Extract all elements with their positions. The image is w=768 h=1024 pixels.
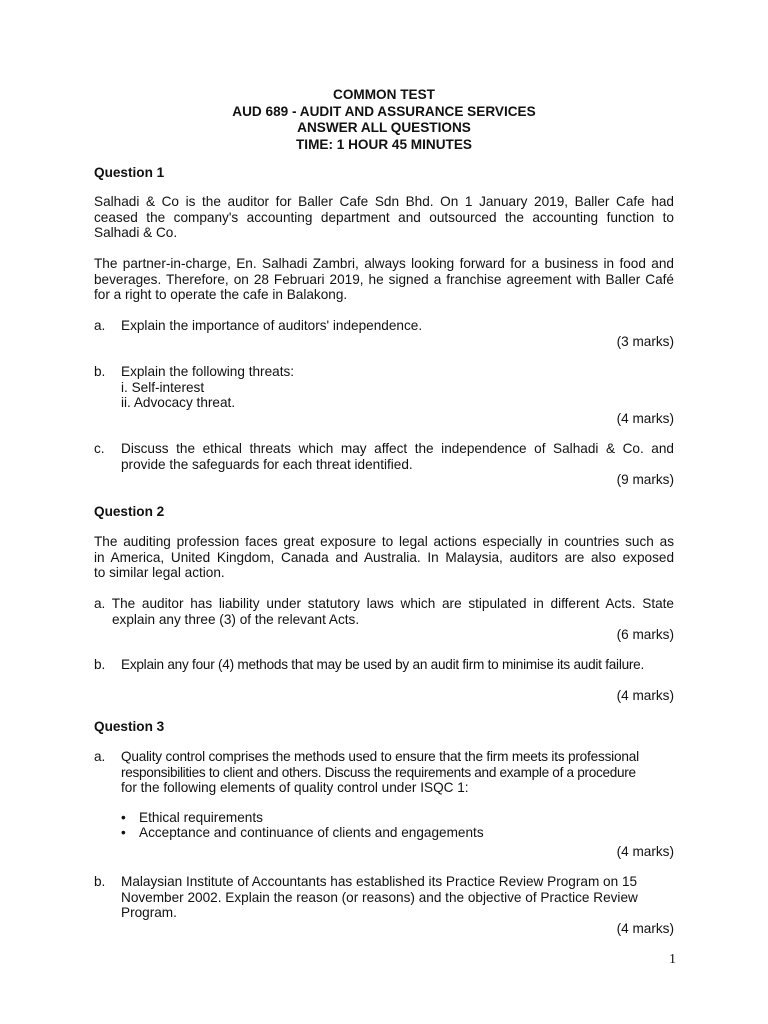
text-line: The auditing profession faces great exposure to legal actions especially in countries such as	[94, 534, 674, 549]
question-2b-marks: (4 marks)	[616, 688, 674, 703]
header-time: TIME: 1 HOUR 45 MINUTES	[296, 136, 472, 152]
bullet-text: Acceptance and continuance of clients and engagements	[139, 825, 484, 841]
header-course: AUD 689 - AUDIT AND ASSURANCE SERVICES	[232, 103, 536, 119]
item-text-block	[121, 441, 674, 472]
item-label: c.	[94, 441, 105, 456]
item-text: Quality control comprises the methods used to ensure that the firm meets its professional	[121, 749, 639, 764]
question-1-paragraph-2	[94, 256, 674, 303]
item-label: b.	[94, 657, 106, 672]
question-1-paragraph-1	[94, 194, 674, 241]
header-title: COMMON TEST	[333, 87, 435, 102]
text-line: Salhadi & Co.	[94, 225, 178, 241]
item-text: explain any three (3) of the relevant Acts.	[112, 611, 360, 627]
question-1c-marks: (9 marks)	[616, 472, 674, 487]
text-line: The partner-in-charge, En. Salhadi Zambri, always looking forward for a business in food and	[94, 256, 674, 271]
item-text: Explain any four (4) methods that may be used by an audit firm to minimise its audit failure.	[121, 657, 645, 672]
item-text: November 2002. Explain the reason (or reasons) and the objective of Practice Review	[121, 889, 638, 905]
text-line: in America, United Kingdom, Canada and Australia. In Malaysia, auditors are also exposed	[94, 549, 674, 565]
header-instruction: ANSWER ALL QUESTIONS	[297, 120, 471, 135]
bullet-item	[121, 825, 674, 841]
sub-item: i. Self-interest	[121, 379, 205, 395]
item-text: provide the safeguards for each threat identified.	[121, 456, 413, 472]
bullet-icon: •	[121, 809, 126, 825]
question-1b-marks: (4 marks)	[616, 411, 674, 426]
item-text: a. The auditor has liability under statutory laws which are stipulated in different Acts. State	[94, 596, 674, 611]
item-label: b.	[94, 364, 106, 379]
text-line: ceased the company's accounting department and outsourced the accounting function to	[94, 209, 674, 225]
bullet-icon: •	[121, 825, 126, 841]
item-text: Explain the importance of auditors' independence.	[121, 318, 423, 333]
question-3b-marks: (4 marks)	[616, 921, 674, 936]
item-label: b.	[94, 874, 106, 889]
item-text-block	[121, 364, 674, 411]
question-1a-marks: (3 marks)	[616, 334, 674, 349]
question-3-title: Question 3	[94, 719, 165, 734]
exam-header	[0, 87, 768, 153]
question-1-title: Question 1	[94, 165, 165, 180]
item-text: Program.	[121, 905, 177, 921]
question-2a-marks: (6 marks)	[616, 627, 674, 642]
item-text: for the following elements of quality control under ISQC 1:	[121, 780, 469, 796]
item-text: Discuss the ethical threats which may affect the independence of Salhadi & Co. and	[121, 441, 674, 456]
text-line: for a right to operate the cafe in Balakong.	[94, 287, 348, 303]
text-line: beverages. Therefore, on 28 Februari 2019, he signed a franchise agreement with Baller Café	[94, 271, 674, 287]
item-label: a.	[94, 749, 106, 764]
bullet-item	[121, 810, 674, 826]
item-text: responsibilities to client and others. Discuss the requirements and example of a procedure	[121, 764, 636, 780]
text-line: Salhadi & Co is the auditor for Baller Cafe Sdn Bhd. On 1 January 2019, Baller Cafe had	[94, 194, 674, 209]
item-text-block	[121, 874, 674, 921]
item-text-block	[121, 749, 674, 841]
text-line: to similar legal action.	[94, 565, 225, 581]
question-2-title: Question 2	[94, 504, 165, 519]
bullet-text: Ethical requirements	[139, 809, 263, 825]
question-2-paragraph	[94, 534, 674, 581]
page-number: 1	[669, 952, 676, 967]
question-2a	[94, 596, 674, 627]
item-text: Malaysian Institute of Accountants has established its Practice Review Program on 15	[121, 874, 638, 889]
item-label: a.	[94, 318, 106, 333]
question-3a-marks: (4 marks)	[616, 844, 674, 859]
sub-item: ii. Advocacy threat.	[121, 395, 236, 411]
item-text: Explain the following threats:	[121, 364, 295, 379]
